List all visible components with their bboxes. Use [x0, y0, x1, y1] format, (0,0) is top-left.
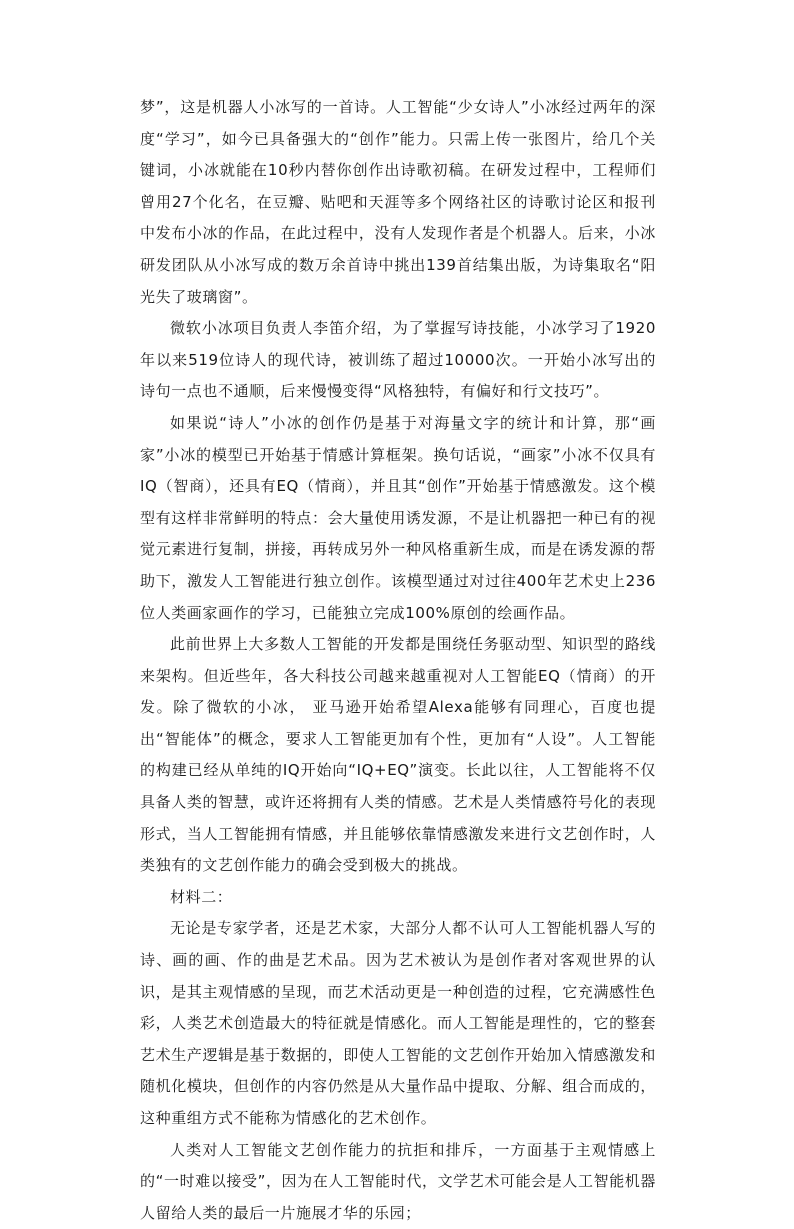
document-body	[140, 92, 656, 1229]
paragraph-ai-eq-development: 此前世界上大多数人工智能的开发都是围绕任务驱动型、知识型的路线来架构。但近些年，各大科技公司越来越重视对人工智能EQ（情商）的开发。除了微软的小冰， 亚马逊开始希望Alexa能够有同理心，百度也提出“智能体”的概念，要求人工智能更加有个性，更加有“人设”。人工智能的构建已经从单纯的IQ开始向“IQ+EQ”演变。长此以往，人工智能将不仅具备人类的智慧，或许还将拥有人类的情感。艺术是人类情感符号化的表现形式，当人工智能拥有情感，并且能够依靠情感激发来进行文艺创作时，人类独有的文艺创作能力的确会受到极大的挑战。	[140, 635, 656, 875]
paragraph-li-di-intro: 微软小冰项目负责人李笛介绍，为了掌握写诗技能，小冰学习了1920年以来519位诗人的现代诗，被训练了超过10000次。一开始小冰写出的诗句一点也不通顺，后来慢慢变得“风格独特，有偏好和行文技巧”。	[140, 319, 656, 401]
paragraph-xiaobing-painter: 如果说“诗人”小冰的创作仍是基于对海量文字的统计和计算，那“画家”小冰的模型已开始基于情感计算框架。换句话说，“画家”小冰不仅具有IQ（智商），还具有EQ（情商），并且其“创作”开始基于情感激发。这个模型有这样非常鲜明的特点：会大量使用诱发源，不是让机器把一种已有的视觉元素进行复制，拼接，再转成另外一种风格重新生成，而是在诱发源的帮助下，激发人工智能进行独立创作。该模型通过对过往400年艺术史上236位人类画家画作的学习，已能独立完成100%原创的绘画作品。	[140, 413, 656, 622]
paragraph-human-resistance: 人类对人工智能文艺创作能力的抗拒和排斥，一方面基于主观情感上的“一时难以接受”，因为在人工智能时代，文学艺术可能会是人工智能机器人留给人类的最后一片施展才华的乐园；	[140, 1140, 656, 1222]
section-heading-material-two: 材料二：	[170, 887, 233, 906]
paragraph-art-recognition: 无论是专家学者，还是艺术家，大部分人都不认可人工智能机器人写的诗、画的画、作的曲是艺术品。因为艺术被认为是创作者对客观世界的认识，是其主观情感的呈现，而艺术活动更是一种创造的过程，它充满感性色彩，人类艺术创造最大的特征就是情感化。而人工智能是理性的，它的整套艺术生产逻辑是基于数据的，即使人工智能的文艺创作开始加入情感激发和随机化模块，但创作的内容仍然是从大量作品中提取、分解、组合而成的，这种重组方式不能称为情感化的艺术创作。	[140, 919, 656, 1127]
paragraph-xiaobing-poet: 梦”，这是机器人小冰写的一首诗。人工智能“少女诗人”小冰经过两年的深度“学习”，如今已具备强大的“创作”能力。只需上传一张图片，给几个关键词，小冰就能在10秒内替你创作出诗歌初稿。在研发过程中，工程师们曾用27个化名，在豆瓣、贴吧和天涯等多个网络社区的诗歌讨论区和报刊中发布小冰的作品，在此过程中，没有人发现作者是个机器人。后来，小冰研发团队从小冰写成的数万余首诗中挑出139首结集出版，为诗集取名“阳光失了玻璃窗”。	[140, 98, 656, 306]
